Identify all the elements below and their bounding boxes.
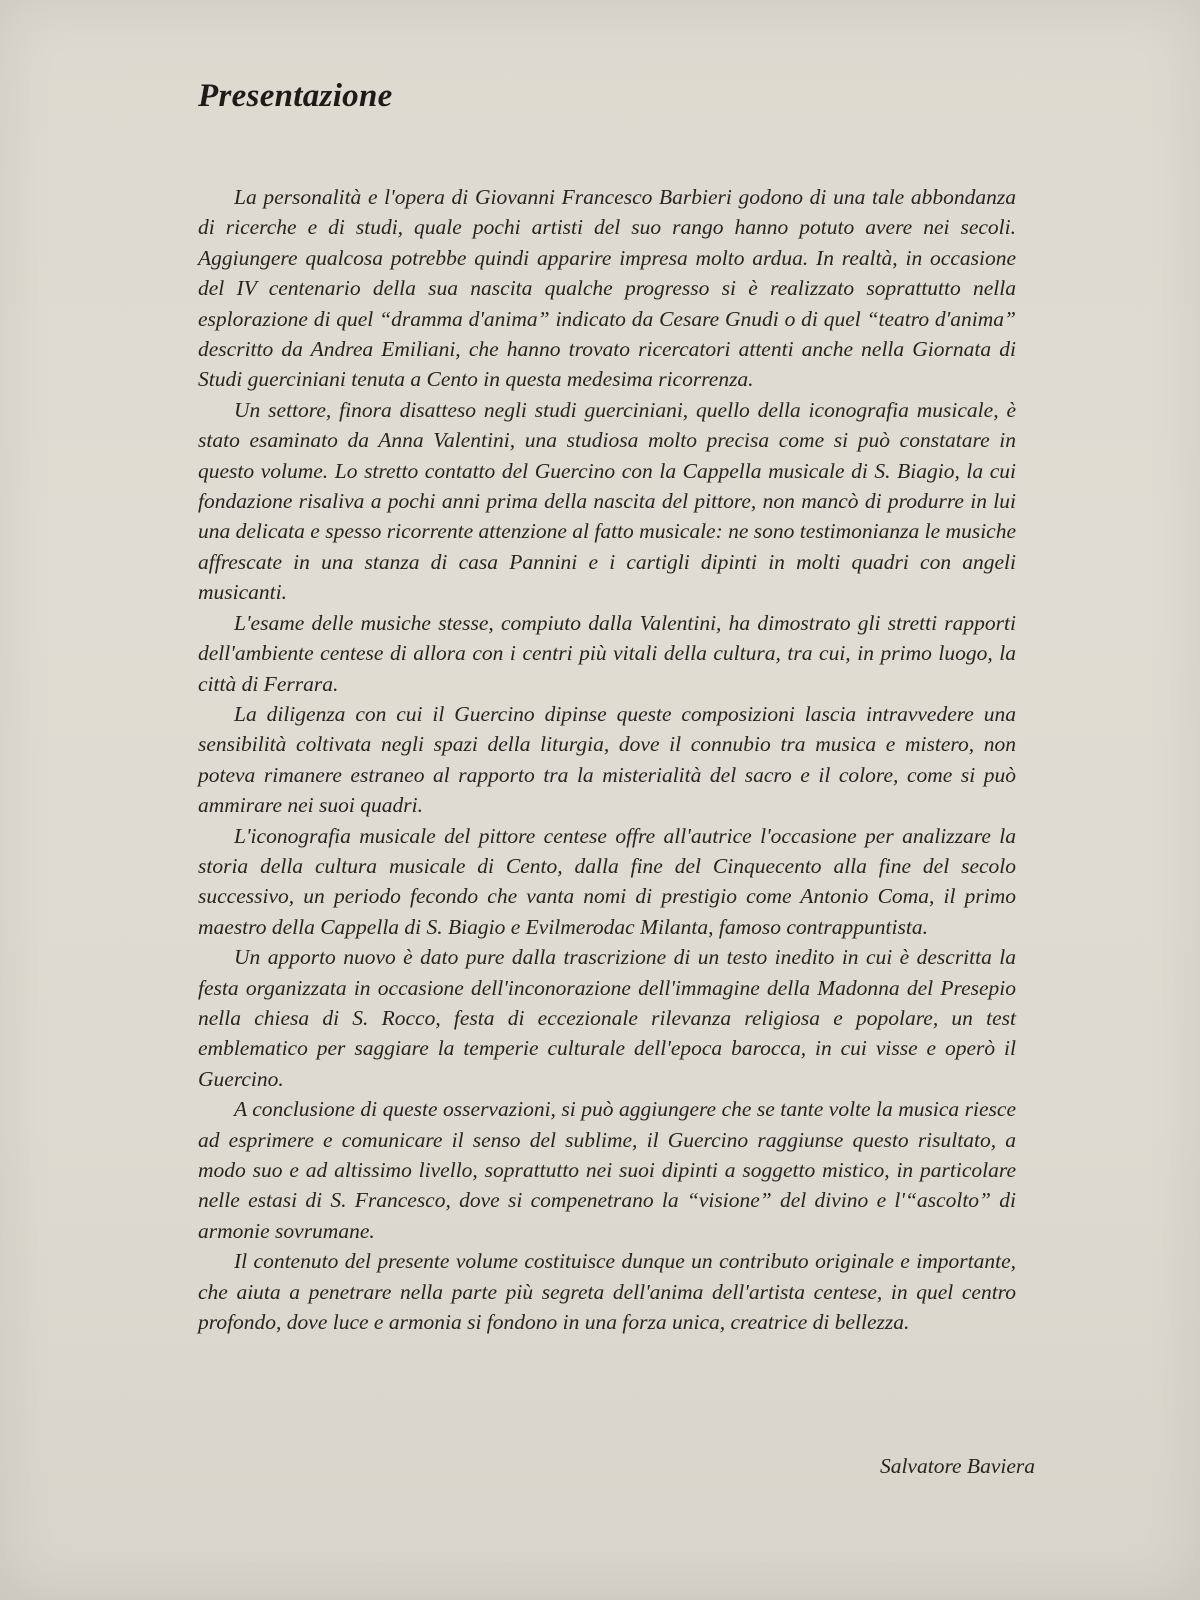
paragraph: La personalità e l'opera di Giovanni Francesco Barbieri godono di una tale abbondanza di ricerche e di studi, quale pochi artisti del suo rango hanno potuto avere nei secoli. Aggiungere qualcosa potrebbe quindi apparire impresa molto ardua. In realtà, in occasione del IV centenario della sua nascita qualche progresso si è realizzato soprattutto nella esplorazione di quel “dramma d'anima” indicato da Cesare Gnudi o di quel “teatro d'anima” descritto da Andrea Emiliani, che hanno trovato ricercatori attenti anche nella Giornata di Studi guerciniani tenuta a Cento in questa medesima ricorrenza. bbox=[198, 185, 1016, 392]
paragraph: L'iconografia musicale del pittore centese offre all'autrice l'occasione per analizzare la storia della cultura musicale di Cento, dalla fine del Cinquecento alla fine del secolo successivo, un periodo fecondo che vanta nomi di prestigio come Antonio Coma, il primo maestro della Cappella di S. Biagio e Evilmerodac Milanta, famoso contrappuntista. bbox=[198, 823, 1016, 939]
paragraph: L'esame delle musiche stesse, compiuto dalla Valentini, ha dimostrato gli stretti rapporti dell'ambiente centese di allora con i centri più vitali della cultura, tra cui, in primo luogo, la città di Ferrara. bbox=[198, 610, 1016, 696]
paragraph: Un settore, finora disatteso negli studi guerciniani, quello della iconografia musicale, è stato esaminato da Anna Valentini, una studiosa molto precisa come si può constatare in questo volume. Lo stretto contatto del Guercino con la Cappella musicale di S. Biagio, la cui fondazione risaliva a pochi anni prima della nascita del pittore, non mancò di produrre in lui una delicata e spesso ricorrente attenzione al fatto musicale: ne sono testimonianza le musiche affrescate in una stanza di casa Pannini e i cartigli dipinti in molti quadri con angeli musicanti. bbox=[198, 397, 1016, 605]
paragraph: La diligenza con cui il Guercino dipinse queste composizioni lascia intravvedere una sensibilità coltivata negli spazi della liturgia, dove il connubio tra musica e mistero, non poteva rimanere estraneo al rapporto tra la misterialità del sacro e il colore, come si può ammirare nei suoi quadri. bbox=[198, 701, 1016, 818]
author-signature: Salvatore Baviera bbox=[879, 1454, 1035, 1478]
paragraph: Un apporto nuovo è dato pure dalla trascrizione di un testo inedito in cui è descritta la festa organizzata in occasione dell'inconorazione dell'immagine della Madonna del Presepio nella chiesa di S. Rocco, festa di eccezionale rilevanza religiosa e popolare, un test emblematico per saggiare la temperie culturale dell'epoca barocca, in cui visse e operò il Guercino. bbox=[198, 945, 1016, 1091]
paragraph: A conclusione di queste osservazioni, si può aggiungere che se tante volte la musica riesce ad esprimere e comunicare il senso del sublime, il Guercino raggiunse questo risultato, a modo suo e ad altissimo livello, soprattutto nei suoi dipinti a soggetto mistico, in particolare nelle estasi di S. Francesco, dove si compenetrano la “visione” del divino e l'“ascolto” di armonie sovrumane. bbox=[198, 1097, 1016, 1243]
paragraph: Il contenuto del presente volume costituisce dunque un contributo originale e importante, che aiuta a penetrare nella parte più segreta dell'anima dell'artista centese, in quel centro profondo, dove luce e armonia si fondono in una forza unica, creatrice di bellezza. bbox=[198, 1249, 1016, 1335]
body-text bbox=[198, 182, 1016, 1337]
page-title: Presentazione bbox=[198, 78, 393, 114]
